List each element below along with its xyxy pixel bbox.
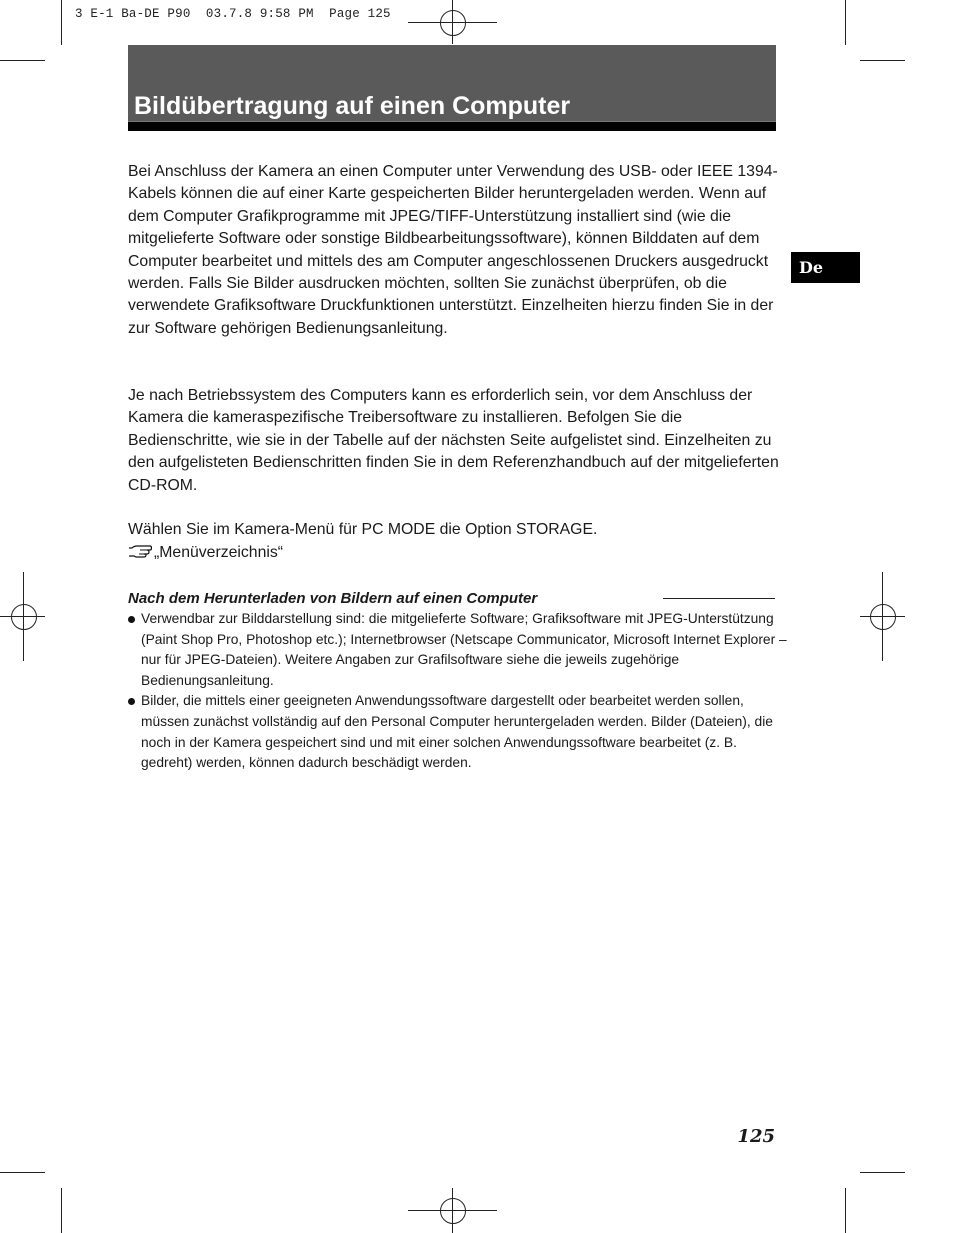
heading-rule [663, 598, 775, 599]
bullet-icon [128, 616, 135, 623]
notes-heading: Nach dem Herunterladen von Bildern auf einen Computer [128, 590, 538, 607]
pointing-hand-icon [128, 544, 152, 558]
bullet-icon [128, 698, 135, 705]
title-underline [128, 121, 776, 131]
language-tab: De [791, 252, 860, 283]
list-item [128, 609, 788, 691]
pc-mode-paragraph: Wählen Sie im Kamera-Menü für PC MODE die Option STORAGE. [128, 521, 598, 538]
driver-paragraph: Je nach Betriebssystem des Computers kann es erforderlich sein, vor dem Anschluss der Kamera die kameraspezifische Treibersoftware zu installieren. Befolgen Sie die Bedienschritte, wie sie in der Tabelle auf der nächsten Seite aufgelistet sind. Einzelheiten zu den aufgelisteten Bedienschritten finden Sie in dem Referenzhandbuch auf der mitgelieferten CD-ROM. [128, 387, 779, 494]
note-text: Verwendbar zur Bilddarstellung sind: die mitgelieferte Software; Grafiksoftware mit JPEG-Unterstützung (Paint Shop Pro, Photoshop etc.); Internetbrowser (Netscape Communicator, Microsoft Internet Explorer – nur für JPEG-Dateien). Weitere Angaben zur Grafilsoftware siehe die jeweils zugehörige Bedienungsanleitung. [141, 611, 787, 688]
notes-list [128, 609, 788, 774]
note-text: Bilder, die mittels einer geeigneten Anwendungssoftware dargestellt oder bearbeitet werden sollen, müssen zunächst vollständig auf den Personal Computer heruntergeladen werden. Bilder (Dateien), die noch in der Kamera gespeichert sind und mit einer solchen Anwendungssoftware bearbeitet (z. B. gedreht) werden, können dadurch beschädigt werden. [141, 693, 773, 771]
intro-paragraph: Bei Anschluss der Kamera an einen Computer unter Verwendung des USB- oder IEEE 1394-Kabels können die auf einer Karte gespeicherten Bilder heruntergeladen werden. Wenn auf dem Computer Grafikprogramme mit JPEG/TIFF-Unterstützung installiert sind (wie die mitgelieferte Software oder sonstige Bildbearbeitungssoftware), können Bilddaten auf dem Computer bearbeitet und mittels des am Computer angeschlossenen Druckers ausgedruckt werden. Falls Sie Bilder ausdrucken möchten, sollten Sie zunächst überprüfen, ob die verwendete Grafiksoftware Druckfunktionen unterstützt. Einzelheiten hierzu finden Sie in der zur Software gehörigen Bedienungsanleitung. [128, 163, 778, 337]
print-header: 3 E-1 Ba-DE P90 03.7.8 9:58 PM Page 125 [75, 7, 391, 21]
page-number: 125 [737, 1126, 775, 1147]
list-item [128, 691, 788, 773]
reference-text: „Menüverzeichnis“ [154, 544, 284, 561]
menu-reference [128, 542, 283, 564]
page-title: Bildübertragung auf einen Computer [134, 92, 571, 120]
